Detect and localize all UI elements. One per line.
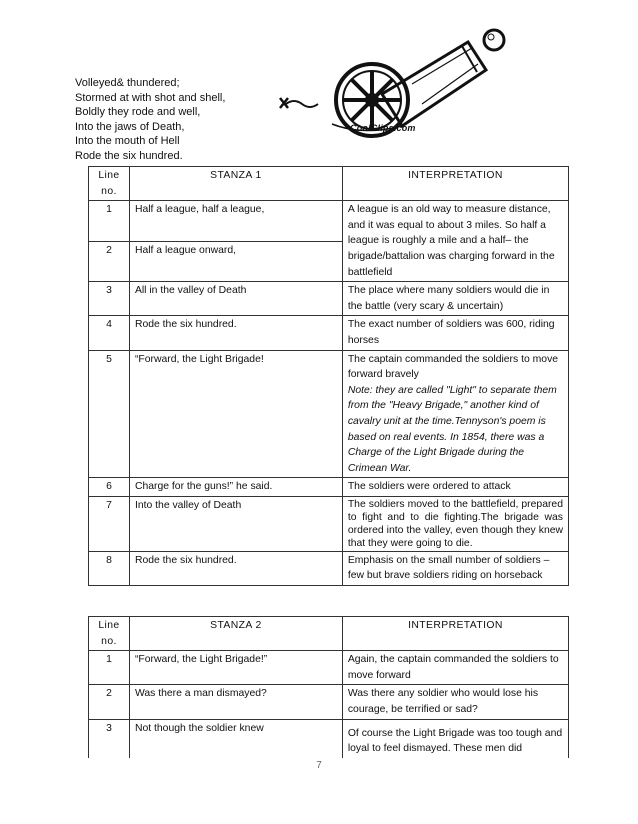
header-line-no: Line no. [89,617,130,651]
poem-line: Boldly they rode and well, [75,106,201,119]
interpretation: The place where many soldiers would die in the battle (very scary & uncertain) [342,282,568,316]
poem-line: Into the mouth of Hell [75,135,180,148]
line-number: 7 [89,496,130,551]
stanza-2-table [88,616,569,758]
table-row [89,685,569,719]
interpretation: Was there any soldier who would lose his courage, be terrified or sad? [342,685,568,719]
poem-line: Stormed at with shot and shell, [75,91,226,104]
stanza-line: “Forward, the Light Brigade!” [129,651,342,685]
poem-line: Volleyed& thundered; [75,77,180,89]
stanza-line: Half a league, half a league, [129,201,342,241]
stanza-line: Half a league onward, [129,241,342,281]
line-number: 4 [89,316,130,350]
cannon-icon [272,24,512,154]
poem-excerpt [75,76,225,164]
table-row [89,478,569,497]
header-stanza: STANZA 2 [129,617,342,651]
line-number: 2 [89,685,130,719]
interpretation-note: Note: they are called "Light" to separate them from the "Heavy Brigade," another kind of cavalry unit at the time.Tennyson's poem is based on real events. In 1854, there was a Charge of the Light Brigade during the Crimean War. [347,384,557,474]
interpretation: The soldiers were ordered to attack [342,478,568,497]
header-interpretation: INTERPRETATION [342,617,568,651]
table-row [89,719,569,758]
line-number: 1 [89,651,130,685]
line-number: 8 [89,551,130,585]
table-row [89,201,569,241]
header-line-no: Line no. [89,167,130,201]
interpretation: The captain commanded the soldiers to move forward bravely [347,353,559,381]
table-header-row [89,167,569,201]
stanza-1-table [88,166,569,586]
stanza-line: Not though the soldier knew [129,719,342,758]
line-number: 3 [89,282,130,316]
clipart-brand: CoolClips.com [350,123,416,133]
table-row [89,316,569,350]
line-number: 1 [89,201,130,241]
stanza-line: Was there a man dismayed? [129,685,342,719]
stanza-line: Charge for the guns!” he said. [129,478,342,497]
stanza-line: Into the valley of Death [129,496,342,551]
poem-line: Rode the six hundred. [75,149,183,162]
stanza-line: “Forward, the Light Brigade! [129,350,342,478]
table-header-row [89,617,569,651]
line-number: 2 [89,241,130,281]
header-stanza: STANZA 1 [129,167,342,201]
interpretation: Of course the Light Brigade was too tough and loyal to feel dismayed. These men did [342,719,568,758]
table-row [89,350,569,478]
line-number: 3 [89,719,130,758]
page-number: 7 [316,760,322,771]
table-row [89,496,569,551]
stanza-line: Rode the six hundred. [129,316,342,350]
interpretation: The exact number of soldiers was 600, riding horses [342,316,568,350]
interpretation: Again, the captain commanded the soldiers to move forward [342,651,568,685]
table-row [89,282,569,316]
interpretation-cell [342,350,568,478]
poem-line: Into the jaws of Death, [75,120,185,133]
stanza-line: All in the valley of Death [129,282,342,316]
interpretation: A league is an old way to measure distance, and it was equal to about 3 miles. So half a league is roughly a mile and a half– the brigade/battalion was charging forward in the battlefield [342,201,568,282]
line-number: 5 [89,350,130,478]
header-interpretation: INTERPRETATION [342,167,568,201]
line-number: 6 [89,478,130,497]
table-row [89,551,569,585]
table-row [89,651,569,685]
interpretation: Emphasis on the small number of soldiers – few but brave soldiers riding on horseback [342,551,568,585]
stanza-line: Rode the six hundred. [129,551,342,585]
interpretation: The soldiers moved to the battlefield, prepared to fight and to die fighting.The brigade was ordered into the valley, even though they knew that they were going to die. [342,496,568,551]
